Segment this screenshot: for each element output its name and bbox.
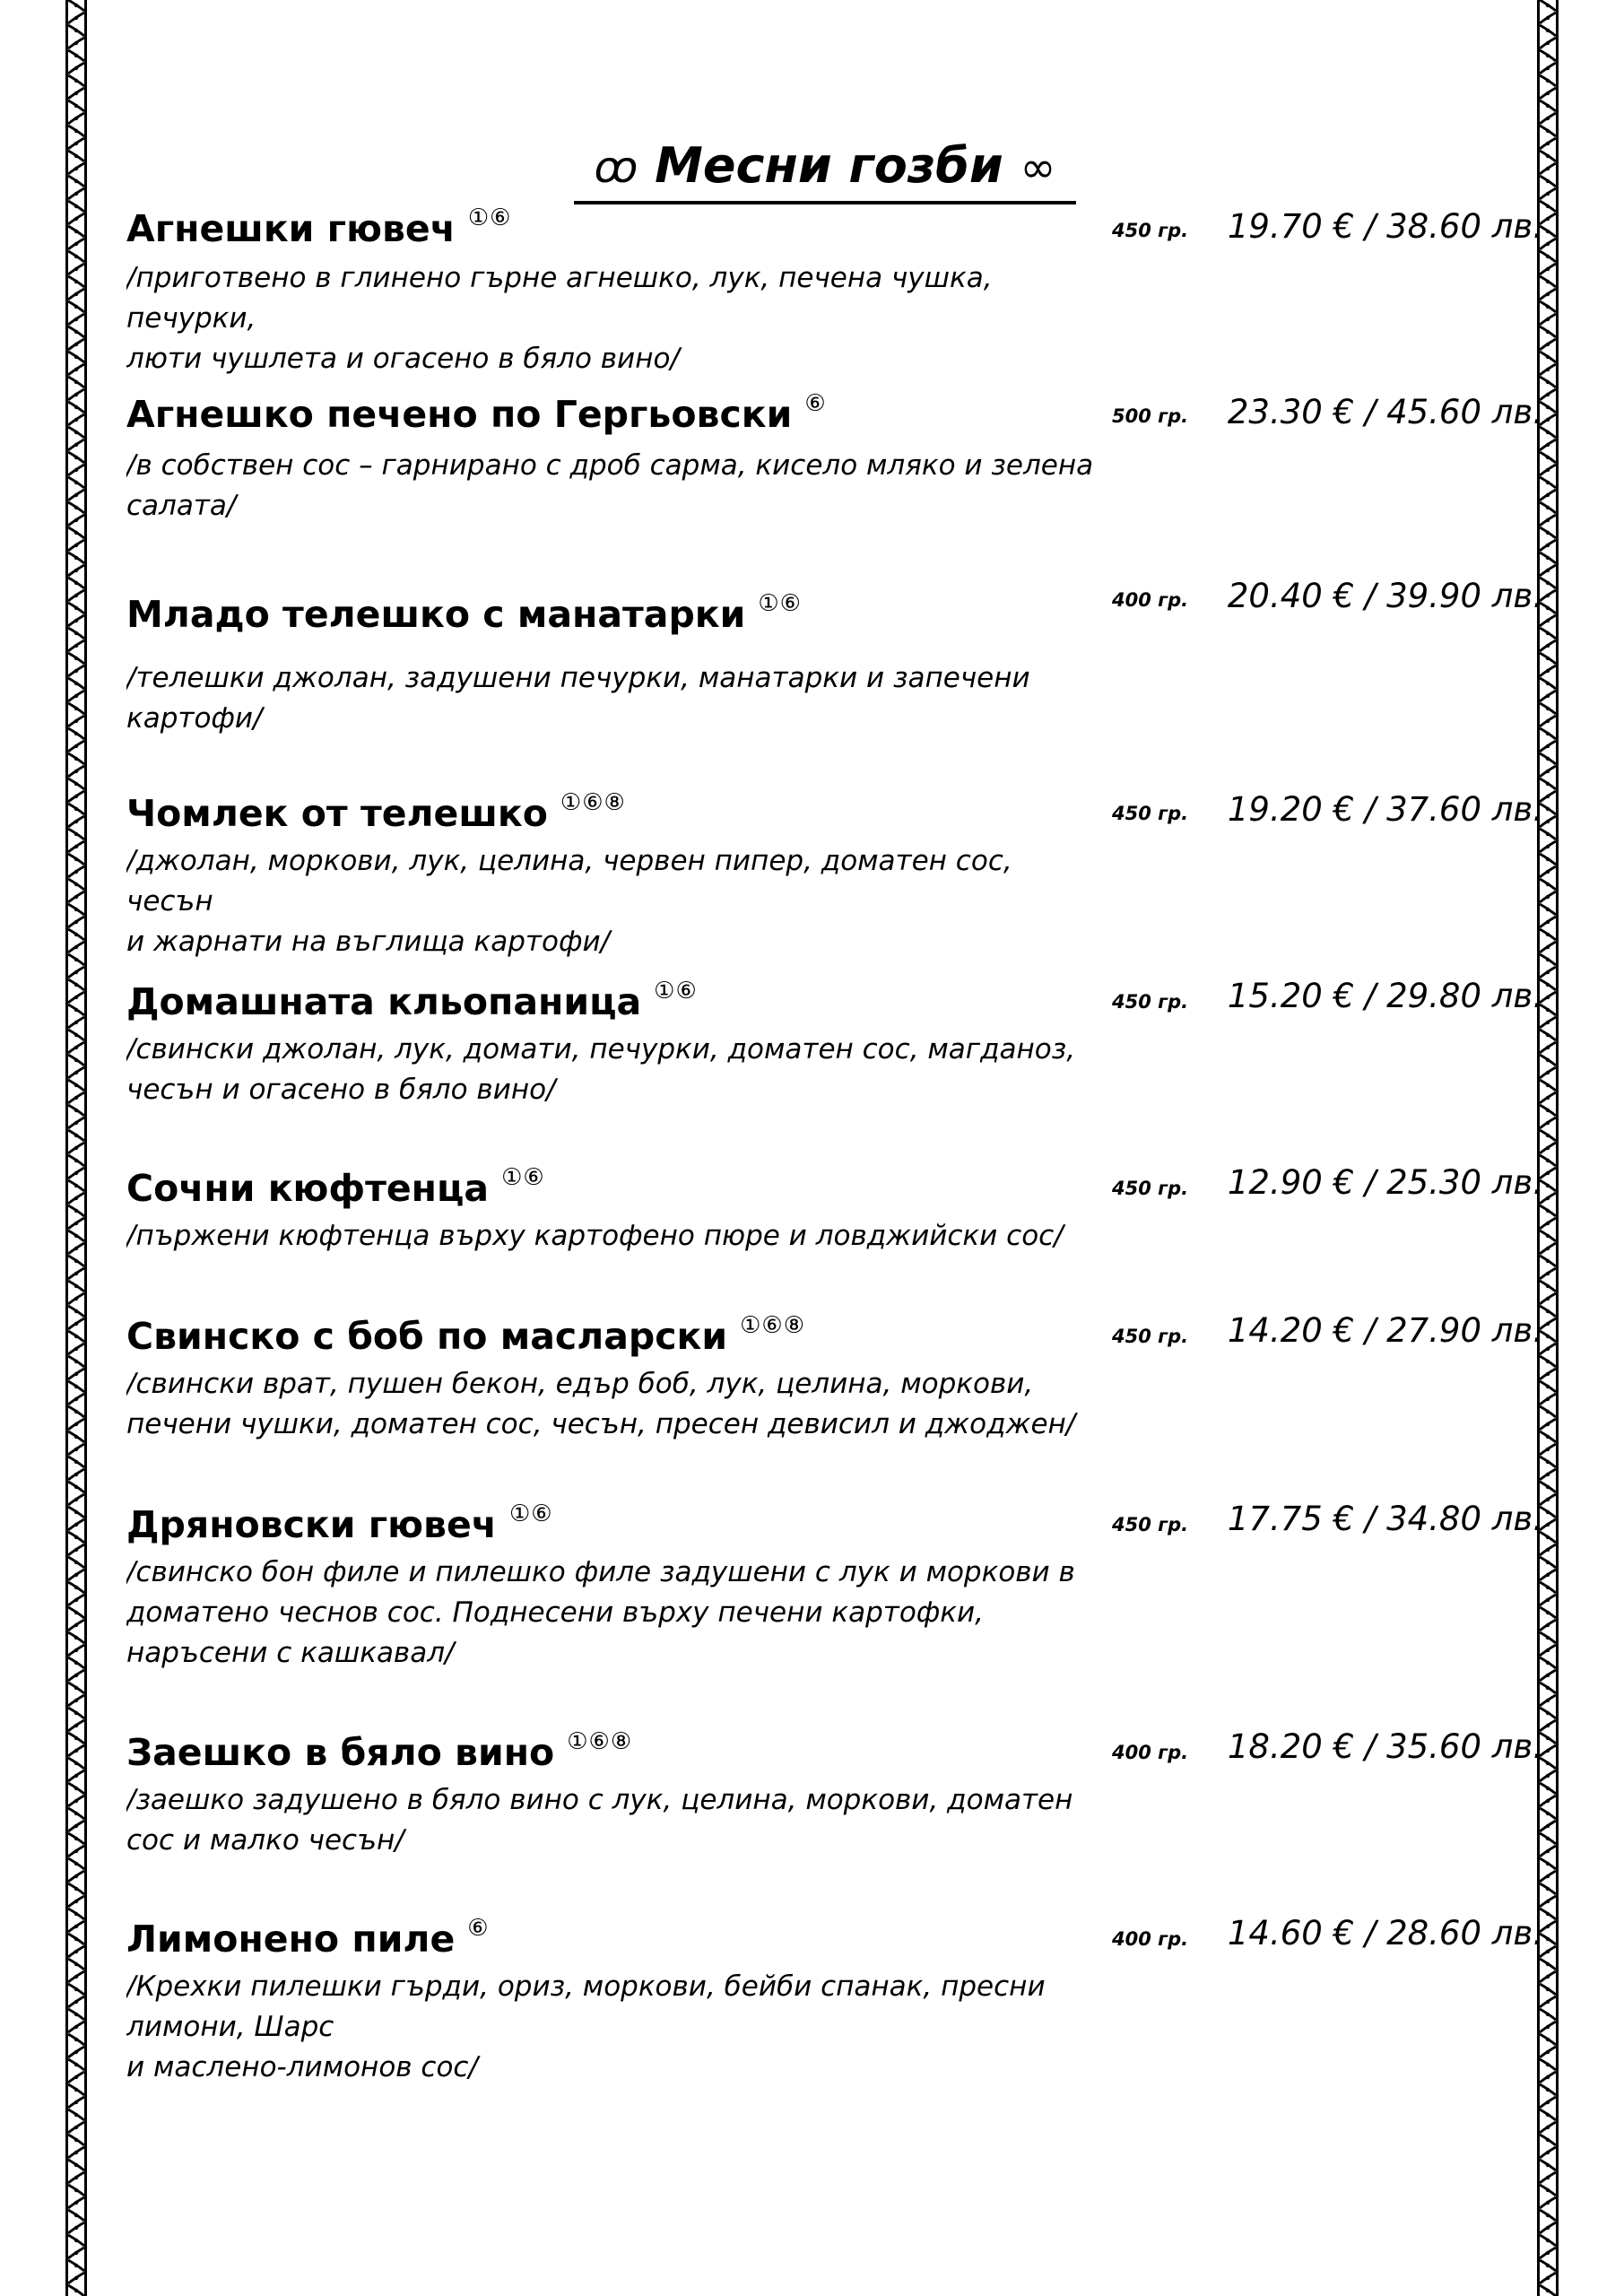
allergen-icons: ⑥ bbox=[467, 1915, 490, 1942]
allergen-icons: ①⑥ bbox=[654, 978, 698, 1004]
item-description: /в собствен сос – гарнирано с дроб сарма, кисело мляко и зелена салата/ bbox=[126, 449, 1094, 522]
allergen-icons: ①⑥⑧ bbox=[560, 789, 626, 816]
item-name: Лимонено пиле bbox=[126, 1918, 456, 1961]
item-description: /свински врат, пушен бекон, едър боб, лук, целина, моркови, печени чушки, доматен сос, чесън, пресен девисил и джоджен/ bbox=[126, 1368, 1076, 1440]
chain-pattern bbox=[65, 0, 88, 2296]
allergen-icons: ①⑥ bbox=[508, 1500, 553, 1527]
allergen-icons: ①⑥ bbox=[501, 1164, 545, 1191]
item-price: 14.60 € / 28.60 лв. bbox=[1227, 1914, 1543, 1952]
item-weight: 500 гр. bbox=[1112, 405, 1189, 427]
item-price: 20.40 € / 39.90 лв. bbox=[1227, 577, 1543, 615]
item-description: /пържени кюфтенца върху картофено пюре и ловджийски сос/ bbox=[126, 1220, 1064, 1252]
item-price: 14.20 € / 27.90 лв. bbox=[1227, 1311, 1543, 1350]
title-left-ornament-icon: ꝏ bbox=[594, 143, 638, 193]
item-weight: 400 гр. bbox=[1112, 1742, 1189, 1763]
item-price: 17.75 € / 34.80 лв. bbox=[1227, 1500, 1543, 1538]
allergen-icons: ①⑥ bbox=[758, 590, 802, 617]
item-name: Агнешки гювеч bbox=[126, 207, 456, 250]
item-weight: 450 гр. bbox=[1112, 803, 1189, 824]
item-description: /телешки джолан, задушени печурки, манатарки и запечени картофи/ bbox=[126, 662, 1030, 735]
item-description: /свински джолан, лук, домати, печурки, доматен сос, магданоз, чесън и огасено в бяло вино/ bbox=[126, 1033, 1076, 1106]
item-weight: 450 гр. bbox=[1112, 1178, 1189, 1199]
item-description: /свинско бон филе и пилешко филе задушени с лук и моркови в доматено чеснов сос. Поднесени върху печени картофки, наръсени с кашкавал/ bbox=[126, 1556, 1075, 1669]
allergen-icons: ①⑥⑧ bbox=[740, 1312, 806, 1339]
item-description: /заешко задушено в бяло вино с лук, целина, моркови, доматен сос и малко чесън/ bbox=[126, 1784, 1073, 1857]
item-description: /приготвено в глинено гърне агнешко, лук, печена чушка, печурки, люти чушлета и огасено в бяло вино/ bbox=[126, 262, 993, 375]
allergen-icons: ①⑥ bbox=[467, 204, 512, 231]
item-price: 19.20 € / 37.60 лв. bbox=[1227, 790, 1543, 829]
item-name: Дряновски гювеч bbox=[126, 1503, 497, 1546]
item-name: Домашната кльопаница bbox=[126, 980, 642, 1023]
allergen-icons: ①⑥⑧ bbox=[567, 1728, 633, 1755]
item-price: 23.30 € / 45.60 лв. bbox=[1227, 393, 1543, 431]
item-name: Заешко в бяло вино bbox=[126, 1731, 555, 1774]
item-name: Чомлек от телешко bbox=[126, 792, 548, 835]
item-weight: 400 гр. bbox=[1112, 1928, 1189, 1950]
item-price: 15.20 € / 29.80 лв. bbox=[1227, 977, 1543, 1015]
allergen-icons: ⑥ bbox=[804, 390, 827, 417]
item-weight: 450 гр. bbox=[1112, 1514, 1189, 1535]
item-weight: 400 гр. bbox=[1112, 589, 1189, 611]
item-price: 18.20 € / 35.60 лв. bbox=[1227, 1727, 1543, 1766]
item-price: 12.90 € / 25.30 лв. bbox=[1227, 1163, 1543, 1202]
section-title bbox=[574, 135, 1076, 204]
left-decorative-border bbox=[65, 0, 88, 2296]
item-weight: 450 гр. bbox=[1112, 220, 1189, 241]
item-description: /Крехки пилешки гърди, ориз, моркови, бейби спанак, пресни лимони, Шарс и маслено-лимонов сос/ bbox=[126, 1970, 1046, 2083]
section-title-text: Месни гозби bbox=[655, 137, 1003, 194]
item-name: Свинско с боб по масларски bbox=[126, 1315, 728, 1358]
item-weight: 450 гр. bbox=[1112, 991, 1189, 1013]
item-name: Сочни кюфтенца bbox=[126, 1167, 490, 1210]
title-right-ornament-icon: ∞ bbox=[1020, 143, 1056, 193]
item-weight: 450 гр. bbox=[1112, 1326, 1189, 1347]
item-price: 19.70 € / 38.60 лв. bbox=[1227, 207, 1543, 246]
item-name: Агнешко печено по Гергьовски bbox=[126, 393, 793, 436]
item-description: /джолан, моркови, лук, целина, червен пипер, доматен сос, чесън и жарнати на въглища картофи/ bbox=[126, 845, 1012, 958]
item-name: Младо телешко с манатарки bbox=[126, 593, 746, 636]
